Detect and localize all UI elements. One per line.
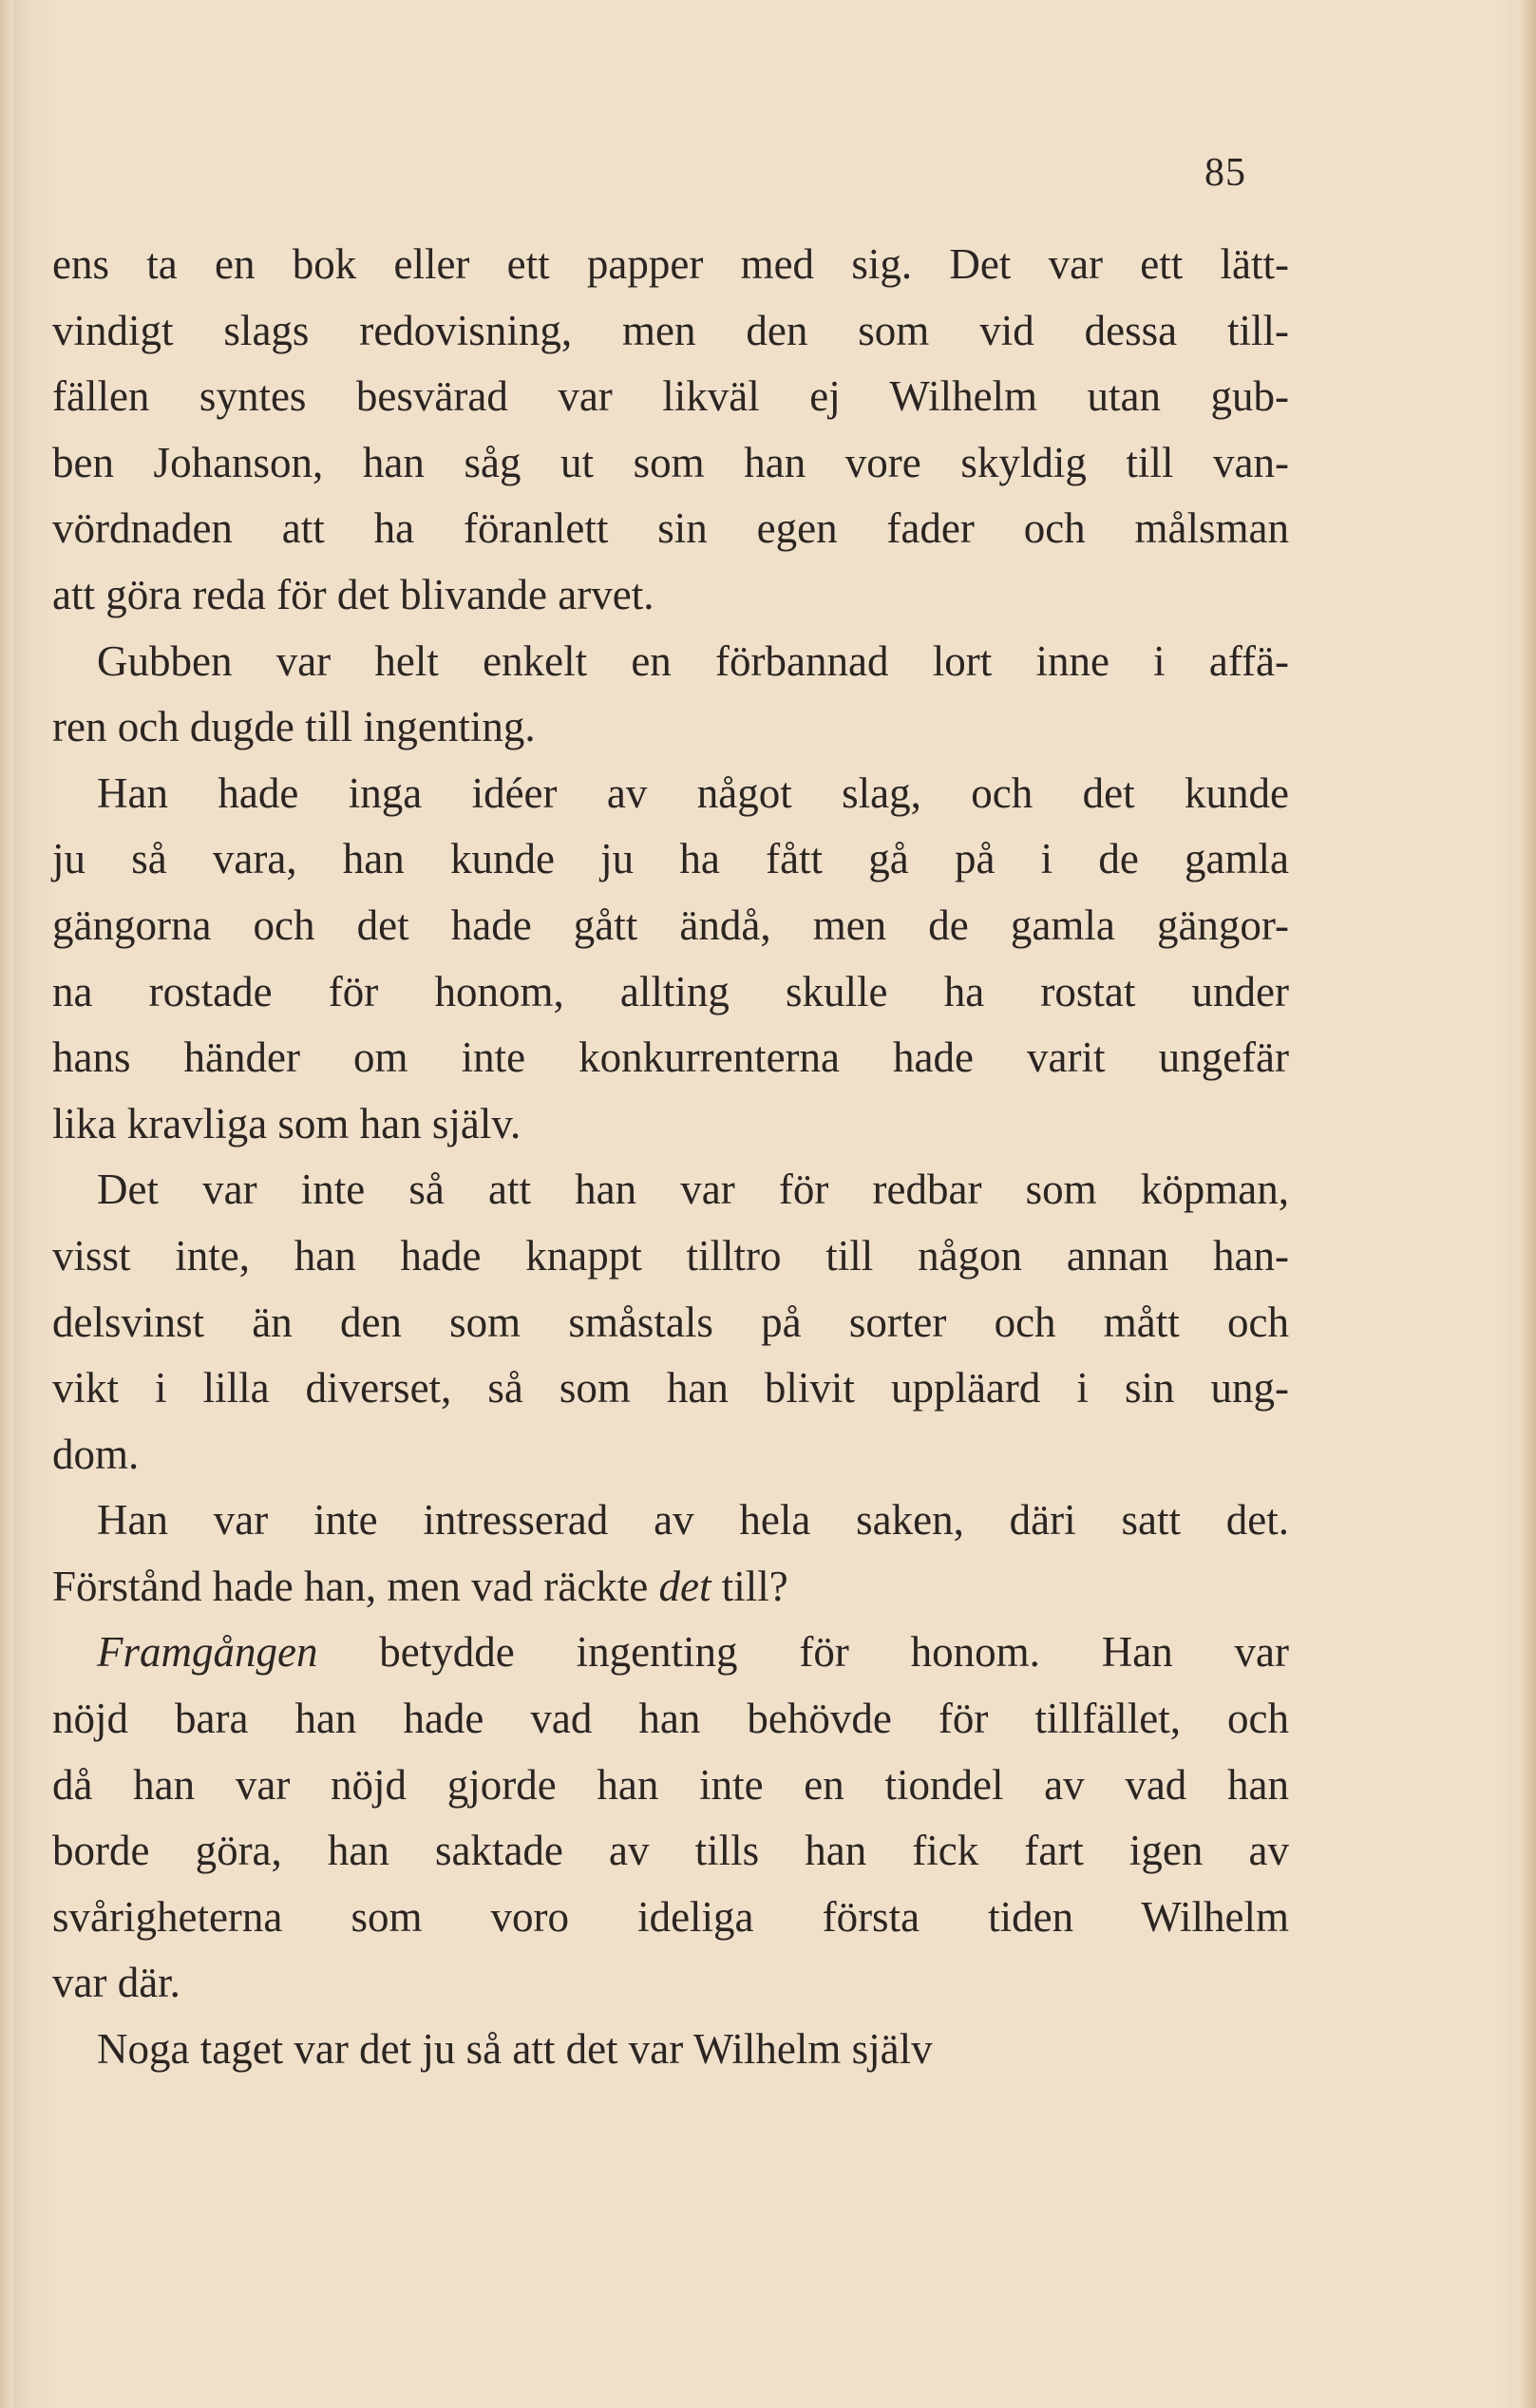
text-line: Det var inte så att han var för redbar som köpman, xyxy=(97,1166,1289,1214)
text-segment: betydde ingenting för honom. Han var xyxy=(317,1628,1289,1677)
text-line: gängorna och det hade gått ändå, men de gamla gängor- xyxy=(52,901,1289,949)
text-segment: till? xyxy=(711,1562,788,1610)
body-text xyxy=(52,232,1289,2083)
text-line: då han var nöjd gjorde han inte en tiondel av vad han xyxy=(52,1760,1289,1809)
text-line-with-emphasis xyxy=(52,1554,1289,1621)
page-spine-edge xyxy=(0,0,13,2408)
text-line: Han hade inga idéer av något slag, och det kunde xyxy=(97,768,1289,817)
text-line: vikt i lilla diverset, så som han blivit uppläard i sin ung- xyxy=(52,1364,1289,1413)
text-segment: Förstånd hade han, men vad räckte xyxy=(52,1562,659,1610)
text-line: att göra reda för det blivande arvet. xyxy=(52,570,654,618)
text-line: Noga taget var det ju så att det var Wilhelm själv xyxy=(97,2025,933,2074)
text-line: ju så vara, han kunde ju ha fått gå på i de gamla xyxy=(52,835,1289,883)
text-line: borde göra, han saktade av tills han fick fart igen av xyxy=(52,1827,1289,1875)
page-right-edge xyxy=(1517,0,1536,2408)
text-line: visst inte, han hade knappt tilltro till någon annan han- xyxy=(52,1231,1289,1280)
text-line: ren och dugde till ingenting. xyxy=(52,703,536,751)
emphasized-word: det xyxy=(658,1562,711,1610)
text-line: dom. xyxy=(52,1430,140,1478)
text-line: ben Johanson, han såg ut som han vore skyldig till van- xyxy=(52,438,1289,486)
text-line: Gubben var helt enkelt en förbannad lort inne i affä- xyxy=(97,636,1289,685)
text-line: svårigheterna som voro ideliga första tiden Wilhelm xyxy=(52,1892,1289,1941)
page-number: 85 xyxy=(1204,151,1246,195)
text-line: delsvinst än den som småstals på sorter och mått och xyxy=(52,1298,1289,1346)
text-line: vördnaden att ha föranlett sin egen fader och målsman xyxy=(52,504,1289,553)
text-line: ens ta en bok eller ett papper med sig. Det var ett lätt- xyxy=(52,240,1289,288)
text-line: lika kravliga som han själv. xyxy=(52,1099,521,1147)
text-line: Han var inte intresserad av hela saken, däri satt det. xyxy=(97,1496,1289,1545)
text-line: var där. xyxy=(52,1959,180,2007)
text-line: vindigt slags redovisning, men den som vid dessa till- xyxy=(52,306,1289,354)
text-line: fällen syntes besvärad var likväl ej Wilhelm utan gub- xyxy=(52,372,1289,421)
emphasized-word: Framgången xyxy=(97,1628,318,1677)
text-line: hans händer om inte konkurrenterna hade varit ungefär xyxy=(52,1033,1289,1082)
text-line: nöjd bara han hade vad han behövde för tillfället, och xyxy=(52,1695,1289,1743)
text-line: na rostade för honom, allting skulle ha rostat under xyxy=(52,967,1289,1015)
text-line-with-emphasis xyxy=(52,1620,1289,1686)
